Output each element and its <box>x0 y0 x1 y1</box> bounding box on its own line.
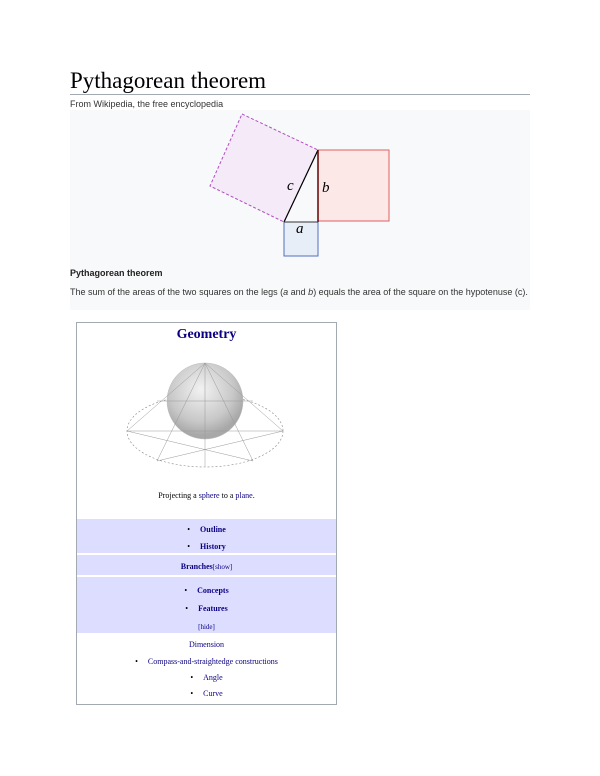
caption-part: ) equals the area of the square on the hypotenuse ( <box>313 287 518 297</box>
outline-link[interactable]: Outline <box>200 525 226 534</box>
sphere-link[interactable]: sphere <box>198 491 220 500</box>
history-link[interactable]: History <box>200 542 226 551</box>
hide-toggle[interactable]: [hide] <box>198 623 215 631</box>
show-toggle[interactable]: [show] <box>212 563 233 571</box>
caption-mid: to a <box>219 491 236 500</box>
pythagoras-diagram <box>70 110 530 310</box>
branches-header <box>77 562 336 571</box>
angle-link[interactable]: Angle <box>203 673 223 682</box>
caption-prefix: Projecting a <box>158 491 199 500</box>
caption-var-b: b <box>308 287 314 297</box>
page-title: Pythagorean theorem <box>70 68 267 93</box>
label-c: c <box>287 178 294 194</box>
list-item <box>77 542 336 551</box>
site-tagline: From Wikipedia, the free encyclopedia <box>70 99 224 109</box>
sphere-projection-image <box>117 349 297 489</box>
dimension-header <box>77 640 336 649</box>
features-link[interactable]: Features <box>198 604 228 613</box>
concepts-link[interactable]: Concepts <box>197 586 229 595</box>
label-a: a <box>296 221 304 237</box>
caption-part: The sum of the areas of the two squares on the legs ( <box>70 287 284 297</box>
plane-link[interactable]: plane <box>235 491 253 500</box>
list-item <box>77 689 336 698</box>
branches-link[interactable]: Branches <box>180 562 213 571</box>
caption-suffix: . <box>252 491 255 500</box>
dimension-link[interactable]: Dimension <box>188 640 225 649</box>
caption-var-a: a <box>283 287 289 297</box>
image-caption <box>77 491 336 500</box>
caption-part: ). <box>522 287 528 297</box>
list-item <box>77 657 336 666</box>
title-divider <box>70 94 530 95</box>
list-item <box>77 673 336 682</box>
figure-heading: Pythagorean theorem <box>70 268 163 278</box>
compass-link[interactable]: Compass-and-straightedge constructions <box>147 657 278 666</box>
list-item <box>77 525 336 534</box>
list-item <box>77 586 336 595</box>
caption-var-c: c <box>517 287 523 297</box>
hypotenuse-square <box>210 114 318 222</box>
caption-part: and <box>288 287 309 297</box>
pythagoras-figure <box>70 110 530 310</box>
projection-lines <box>127 363 283 467</box>
curve-link[interactable]: Curve <box>203 689 223 698</box>
label-b: b <box>322 180 330 196</box>
figure-caption <box>70 283 530 301</box>
infobox-title[interactable]: Geometry <box>176 327 237 342</box>
hide-toggle-row <box>77 623 336 631</box>
list-item <box>77 604 336 613</box>
geometry-infobox <box>76 322 337 705</box>
